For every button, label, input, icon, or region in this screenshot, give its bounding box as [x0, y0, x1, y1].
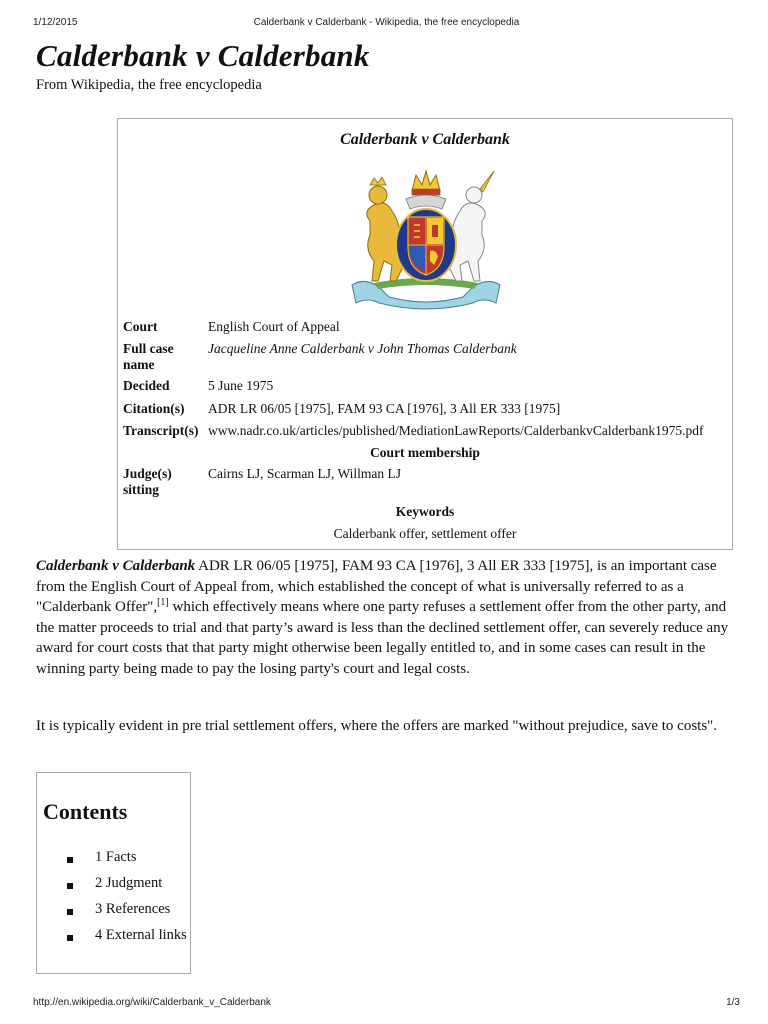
infobox [117, 118, 733, 550]
judges-value: Cairns LJ, Scarman LJ, Willman LJ [208, 466, 402, 481]
infobox-label: Court [123, 319, 158, 334]
intro-text-a: ADR LR 06/05 [1975], FAM 93 CA [1976], 3 All ER 333 [1975], is an important case from the English Court of Appeal from, which established the concept of what is universally referred to as a "Calderbank Offer", [36, 558, 717, 616]
toc-item-judgment[interactable]: 2 Judgment [37, 875, 187, 901]
print-date: 1/12/2015 [33, 17, 78, 28]
toc-item-references[interactable]: 3 References [37, 901, 187, 927]
case-name-lead: Calderbank v Calderbank [36, 558, 196, 574]
full-case-name-value: Jacqueline Anne Calderbank v John Thomas Calderbank [208, 341, 517, 356]
infobox-label: Transcript(s) [123, 423, 199, 438]
infobox-label: Full case name [123, 341, 174, 372]
print-page-number: 1/3 [726, 997, 740, 1008]
print-title: Calderbank v Calderbank - Wikipedia, the free encyclopedia [253, 17, 520, 28]
toc-list [37, 849, 187, 953]
keywords-value: Calderbank offer, settlement offer [333, 526, 517, 541]
royal-coat-of-arms-icon[interactable] [334, 165, 518, 317]
keywords-header: Keywords [395, 504, 455, 519]
infobox-label: Judge(s) sitting [123, 466, 172, 497]
second-paragraph: It is typically evident in pre trial settlement offers, where the offers are marked "without prejudice, save to costs". [36, 718, 718, 734]
infobox-label: Citation(s) [123, 401, 185, 416]
intro-text-b: which effectively means where one party refuses a settlement offer from the other party, and the matter proceeds to trial and that party’s award is less than the declined settlement offer, can severely reduce any award for court costs that that party might otherwise been legally entitled to, and in some cases can result in the winning party being made to pay the losing party's court and legal costs. [36, 599, 729, 677]
toc-item-external-links[interactable]: 4 External links [37, 927, 187, 953]
citations-value: ADR LR 06/05 [1975], FAM 93 CA [1976], 3 All ER 333 [1975] [208, 401, 561, 416]
infobox-label: Decided [123, 378, 170, 393]
intro-paragraph [36, 556, 736, 680]
print-url: http://en.wikipedia.org/wiki/Calderbank_v_Calderbank [33, 997, 271, 1008]
toc-title: Contents [43, 799, 128, 824]
infobox-title: Calderbank v Calderbank [340, 131, 510, 148]
court-membership-header: Court membership [370, 445, 480, 460]
table-of-contents [36, 772, 191, 974]
transcript-link[interactable]: www.nadr.co.uk/articles/published/MediationLawReports/CalderbankvCalderbank1975.pdf [208, 423, 704, 438]
page-title: Calderbank v Calderbank [36, 38, 370, 73]
toc-item-facts[interactable]: 1 Facts [37, 849, 187, 875]
reference-link-1[interactable]: [1] [157, 597, 169, 609]
page-tagline: From Wikipedia, the free encyclopedia [36, 77, 262, 93]
court-link[interactable]: English Court of Appeal [208, 319, 340, 334]
decided-value: 5 June 1975 [208, 378, 274, 393]
